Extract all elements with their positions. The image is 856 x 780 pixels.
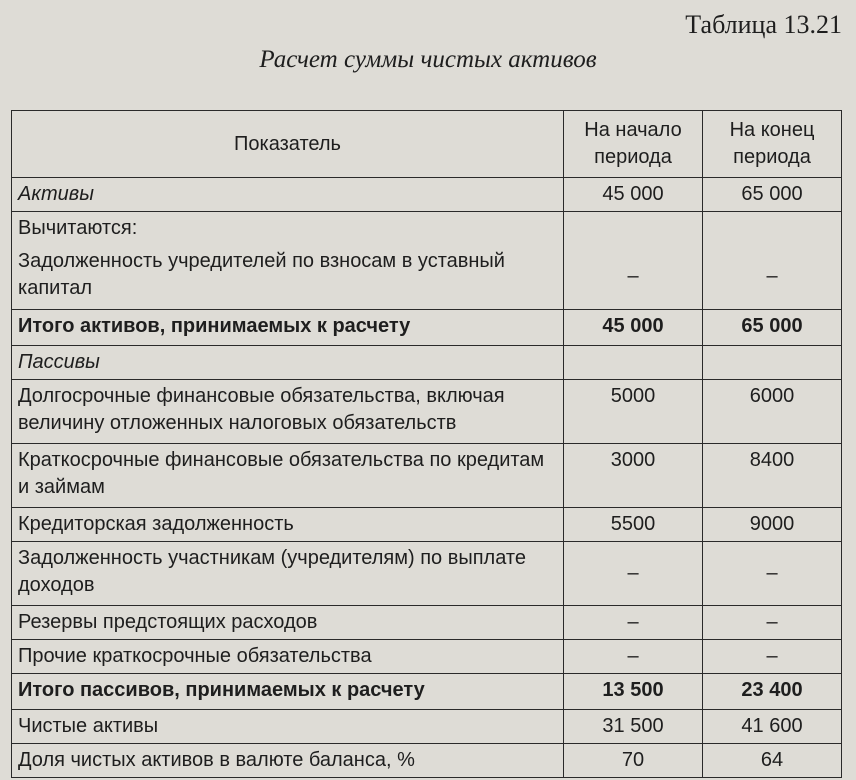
value-start xyxy=(564,212,703,246)
value-start: 13 500 xyxy=(564,673,703,709)
row-label: Задолженность участникам (учредителям) по выплате доходов xyxy=(12,541,564,605)
header-period-end: На конец периода xyxy=(703,111,842,178)
table-row xyxy=(12,178,842,212)
header-indicator: Показатель xyxy=(12,111,564,178)
row-label: Долгосрочные финансовые обязательства, включая величину отложенных налоговых обязательств xyxy=(12,379,564,443)
row-label: Чистые активы xyxy=(12,709,564,743)
table-row xyxy=(12,541,842,605)
value-end: 65 000 xyxy=(703,309,842,345)
value-end: 64 xyxy=(703,743,842,777)
value-end xyxy=(703,345,842,379)
row-label: Резервы предстоящих расходов xyxy=(12,605,564,639)
header-row xyxy=(12,111,842,178)
row-label: Прочие краткосрочные обязательства xyxy=(12,639,564,673)
table-row xyxy=(12,709,842,743)
row-label: Вычитаются: xyxy=(12,212,564,246)
row-label: Итого активов, принимаемых к расчету xyxy=(12,309,564,345)
value-start: 70 xyxy=(564,743,703,777)
value-start: 3000 xyxy=(564,443,703,507)
value-end: 6000 xyxy=(703,379,842,443)
header-period-start: На начало периода xyxy=(564,111,703,178)
table-row xyxy=(12,212,842,246)
table-row xyxy=(12,345,842,379)
net-assets-table xyxy=(11,110,842,778)
table-row xyxy=(12,245,842,309)
value-end: – xyxy=(703,605,842,639)
row-label: Кредиторская задолженность xyxy=(12,507,564,541)
value-start: 45 000 xyxy=(564,178,703,212)
value-end: – xyxy=(703,245,842,309)
total-row xyxy=(12,673,842,709)
value-end: 41 600 xyxy=(703,709,842,743)
table-row xyxy=(12,605,842,639)
row-label: Итого пассивов, принимаемых к расчету xyxy=(12,673,564,709)
row-label: Задолженность учредителей по взносам в уставный капитал xyxy=(12,245,564,309)
value-start xyxy=(564,345,703,379)
value-start: – xyxy=(564,639,703,673)
value-end: – xyxy=(703,639,842,673)
row-label: Краткосрочные финансовые обязательства по кредитам и займам xyxy=(12,443,564,507)
table-row xyxy=(12,443,842,507)
table-number: Таблица 13.21 xyxy=(685,10,842,39)
total-row xyxy=(12,309,842,345)
row-label: Доля чистых активов в валюте баланса, % xyxy=(12,743,564,777)
value-end: – xyxy=(703,541,842,605)
table-row xyxy=(12,379,842,443)
table-row xyxy=(12,743,842,777)
value-end: 8400 xyxy=(703,443,842,507)
table-row xyxy=(12,507,842,541)
value-start: 5500 xyxy=(564,507,703,541)
value-end xyxy=(703,212,842,246)
value-start: 31 500 xyxy=(564,709,703,743)
value-start: 45 000 xyxy=(564,309,703,345)
value-end: 65 000 xyxy=(703,178,842,212)
row-label: Активы xyxy=(12,178,564,212)
row-label: Пассивы xyxy=(12,345,564,379)
table-title: Расчет суммы чистых активов xyxy=(259,46,597,73)
value-start: 5000 xyxy=(564,379,703,443)
value-start: – xyxy=(564,605,703,639)
value-start: – xyxy=(564,245,703,309)
value-end: 9000 xyxy=(703,507,842,541)
table-row xyxy=(12,639,842,673)
value-end: 23 400 xyxy=(703,673,842,709)
value-start: – xyxy=(564,541,703,605)
